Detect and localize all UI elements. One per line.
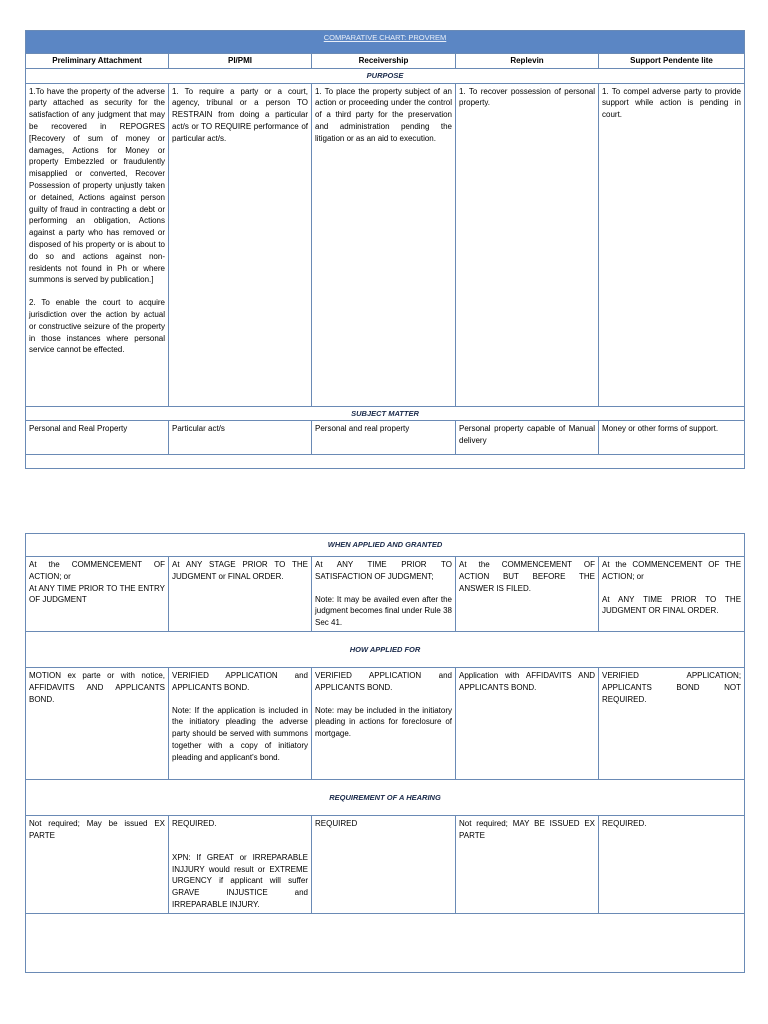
purpose-attachment-2: 2. To enable the court to acquire jurisdiction over the action by actual or constructive seizure of the property in those instances where personal service cannot be effected.	[29, 298, 165, 355]
section-when-row	[26, 534, 745, 557]
how-replevin: Application with AFFIDAVITS AND APPLICANTS BOND.	[456, 667, 599, 779]
how-row	[26, 667, 745, 779]
section-subject-row	[26, 406, 745, 421]
subject-receivership: Personal and real property	[312, 421, 456, 455]
chart-title: COMPARATIVE CHART: PROVREM	[26, 31, 745, 54]
hearing-pi-2: XPN: If GREAT or IRREPARABLE INJJURY would result or EXTREME URGENCY if applicant will suffer GRAVE INJUSTICE and IRREPARABLE INJURY.	[172, 852, 308, 909]
subject-attachment: Personal and Real Property	[26, 421, 169, 455]
purpose-receivership: 1. To place the property subject of an action or proceeding under the control of a third party for the preservation and administration pending the litigation or as an aid to execution.	[312, 83, 456, 406]
blank-bottom-cell	[26, 913, 745, 972]
blank-bottom-row	[26, 913, 745, 972]
hearing-pi-1: REQUIRED.	[172, 818, 217, 828]
how-receivership	[312, 667, 456, 779]
when-pi: At ANY STAGE PRIOR TO THE JUDGMENT or FINAL ORDER.	[169, 557, 312, 632]
hearing-replevin: Not required; MAY BE ISSUED EX PARTE	[456, 815, 599, 913]
how-pi-1: VERIFIED APPLICATION and APPLICANTS BOND.	[172, 670, 308, 692]
purpose-replevin: 1. To recover possession of personal property.	[456, 83, 599, 406]
chart-table-bottom	[25, 533, 745, 973]
how-pi-2: Note: If the application is included in the initiatory pleading the adverse party should be served with summons together with a copy of initiatory pleading and applicant's bond.	[172, 705, 308, 762]
purpose-attachment	[26, 83, 169, 406]
blank-row	[26, 455, 745, 469]
when-attachment	[26, 557, 169, 632]
when-row	[26, 557, 745, 632]
section-when-applied: WHEN APPLIED AND GRANTED	[26, 534, 745, 557]
how-attachment: MOTION ex parte or with notice, AFFIDAVITS AND APPLICANTS BOND.	[26, 667, 169, 779]
when-replevin: At the COMMENCEMENT OF ACTION BUT BEFORE THE ANSWER IS FILED.	[456, 557, 599, 632]
hearing-row	[26, 815, 745, 913]
col-header-replevin: Replevin	[456, 54, 599, 69]
purpose-row	[26, 83, 745, 406]
section-purpose: PURPOSE	[26, 68, 745, 83]
col-header-receivership: Receivership	[312, 54, 456, 69]
purpose-support: 1. To compel adverse party to provide support while action is pending in court.	[599, 83, 745, 406]
subject-pi: Particular act/s	[169, 421, 312, 455]
section-hearing-row	[26, 779, 745, 815]
how-receivership-1: VERIFIED APPLICATION and APPLICANTS BOND.	[315, 670, 452, 692]
section-how-row	[26, 631, 745, 667]
hearing-pi	[169, 815, 312, 913]
title-row	[26, 31, 745, 54]
when-attachment-1: At the COMMENCEMENT OF ACTION; or	[29, 560, 165, 581]
section-subject-matter: SUBJECT MATTER	[26, 406, 745, 421]
blank-cell	[26, 455, 745, 469]
col-header-attachment: Preliminary Attachment	[26, 54, 169, 69]
hearing-support: REQUIRED.	[599, 815, 745, 913]
hearing-attachment: Not required; May be issued EX PARTE	[26, 815, 169, 913]
section-how-applied: HOW APPLIED FOR	[26, 631, 745, 667]
section-hearing: REQUIREMENT OF A HEARING	[26, 779, 745, 815]
col-header-support: Support Pendente lite	[599, 54, 745, 69]
section-purpose-row	[26, 68, 745, 83]
purpose-attachment-1: 1.To have the property of the adverse party attached as security for the satisfaction of any judgment that may be recovered in REPOGRES [Recovery of sum of money or damages, Actions for Money or property Embezzled or fraudulently misapplied or converted, Recover Possession of property unjustly taken or detained, Actions against person guilty of fraud in contracting a debt or performing an obligation, Actions against a party who has removed or disposed of his property or is about to do so and actions against non-residents not found in Ph or where summons is served by publication.]	[29, 86, 165, 285]
when-support-2: At ANY TIME PRIOR TO THE JUDGMENT OR FINAL ORDER.	[602, 594, 742, 616]
when-receivership-1: At ANY TIME PRIOR TO SATISFACTION OF JUDGMENT;	[315, 560, 452, 581]
when-receivership	[312, 557, 456, 632]
when-attachment-2: At ANY TIME PRIOR TO THE ENTRY OF JUDGMENT	[29, 583, 165, 605]
purpose-pi: 1. To require a party or a court, agency, tribunal or a person TO RESTRAIN from doing a particular act/s or TO REQUIRE performance of particular act/s.	[169, 83, 312, 406]
chart-table-top	[25, 30, 745, 469]
when-receivership-2: Note: It may be availed even after the judgment becomes final under Rule 38 Sec 41.	[315, 594, 452, 628]
header-row	[26, 54, 745, 69]
when-support-1: At the COMMENCEMENT OF THE ACTION; or	[602, 560, 742, 581]
how-pi	[169, 667, 312, 779]
subject-replevin: Personal property capable of Manual delivery	[456, 421, 599, 455]
when-support	[599, 557, 745, 632]
subject-support: Money or other forms of support.	[599, 421, 745, 455]
subject-row	[26, 421, 745, 455]
col-header-pi: PI/PMI	[169, 54, 312, 69]
how-receivership-2: Note: may be included in the initiatory pleading in actions for foreclosure of mortgage.	[315, 705, 452, 739]
hearing-receivership: REQUIRED	[312, 815, 456, 913]
how-support: VERIFIED APPLICATION; APPLICANTS BOND NOT REQUIRED.	[599, 667, 745, 779]
